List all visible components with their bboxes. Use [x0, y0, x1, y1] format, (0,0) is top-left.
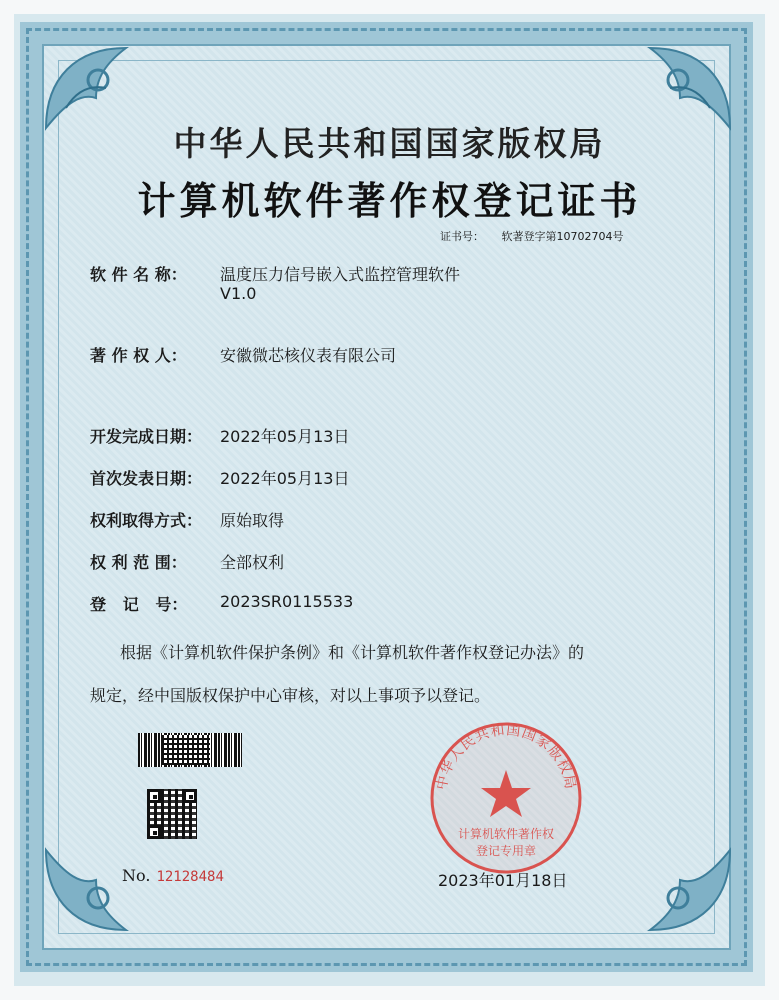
field-publication-date: [90, 466, 349, 489]
field-rights-scope: [90, 550, 284, 573]
field-label: 权利取得方式：: [90, 511, 203, 530]
field-label: 登 记 号：: [90, 595, 188, 614]
field-value: 温度压力信号嵌入式监控管理软件: [220, 265, 461, 284]
field-software-name: [90, 262, 461, 303]
field-development-date: [90, 424, 349, 447]
field-registration-number: [90, 592, 353, 615]
statement-line-1: 根据《计算机软件保护条例》和《计算机软件著作权登记办法》的: [120, 643, 585, 662]
field-value: 全部权利: [220, 553, 285, 572]
field-value: 安徽微芯核仪表有限公司: [220, 346, 397, 365]
issue-date: 2023年01月18日: [438, 871, 568, 890]
qr-code: [147, 789, 197, 839]
barcode: [138, 733, 242, 767]
seal-center-text-1: 计算机软件著作权: [457, 827, 555, 841]
field-label: 开发完成日期：: [90, 427, 203, 446]
seal-ring-text: 中华人民共和国国家版权局: [433, 722, 579, 792]
certificate-number-value: 软著登字第10702704号: [501, 230, 624, 243]
field-value: 原始取得: [220, 511, 285, 530]
field-label: 权 利 范 围：: [90, 553, 187, 572]
official-seal-icon: [426, 718, 586, 878]
field-label: 软 件 名 称：: [90, 265, 187, 284]
corner-ornament-icon: [36, 840, 156, 940]
serial-value: 12128484: [156, 869, 224, 885]
certificate-number-label: 证书号：: [440, 230, 484, 243]
certificate-number: [440, 228, 624, 244]
statement-line-2: 规定，经中国版权保护中心审核，对以上事项予以登记。: [90, 686, 491, 705]
certificate-title: 计算机软件著作权登记证书: [137, 179, 642, 223]
field-value-version: V1.0: [220, 284, 257, 303]
serial-number: [122, 866, 224, 885]
field-label: 著 作 权 人：: [90, 346, 187, 365]
field-acquisition-method: [90, 508, 284, 531]
issuer-title: 中华人民共和国国家版权局: [173, 124, 606, 163]
serial-label: No.: [122, 866, 151, 885]
field-value: 2022年05月13日: [220, 469, 350, 488]
seal-center-text-2: 登记专用章: [475, 844, 537, 858]
field-value: 2022年05月13日: [220, 427, 350, 446]
field-copyright-owner: [90, 343, 396, 366]
corner-ornament-icon: [620, 840, 740, 940]
field-label: 首次发表日期：: [90, 469, 203, 488]
field-value: 2023SR0115533: [220, 592, 354, 611]
